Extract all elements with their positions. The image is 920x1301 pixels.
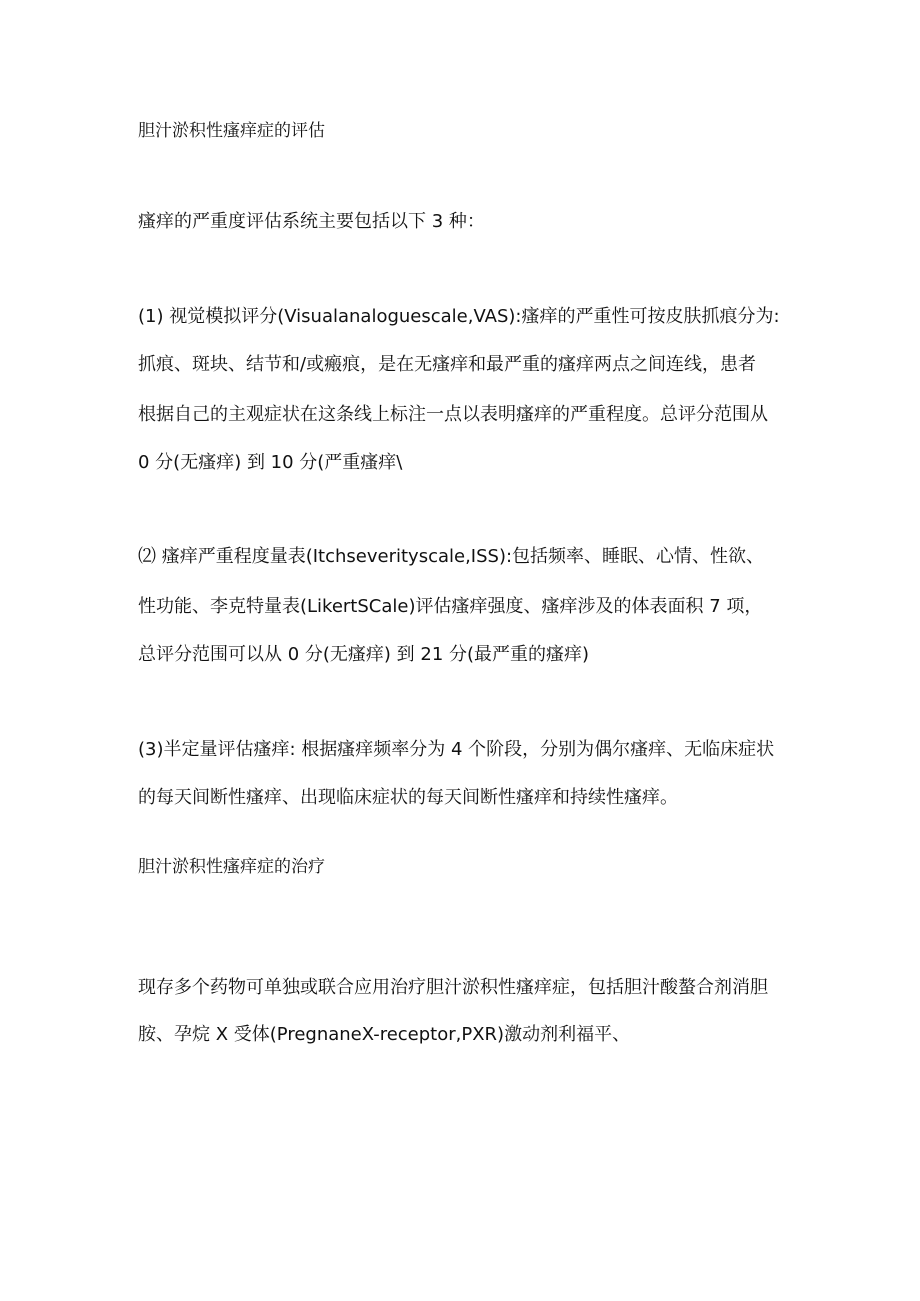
vas-line-2: 抓痕、斑块、结节和/或瘢痕，是在无瘙痒和最严重的瘙痒两点之间连线，患者 — [138, 354, 757, 375]
vas-line-1: (1) 视觉模拟评分(Visualanaloguescale,VAS):瘙痒的严重性可按皮肤抓痕分为: — [138, 306, 780, 327]
vas-line-3: 根据自己的主观症状在这条线上标注一点以表明瘙痒的严重程度。总评分范围从 — [138, 404, 768, 425]
treatment-line-1: 现存多个药物可单独或联合应用治疗胆汁淤积性瘙痒症，包括胆汁酸螯合剂消胆 — [138, 977, 768, 998]
iss-line-3: 总评分范围可以从 0 分(无瘙痒) 到 21 分(最严重的瘙痒) — [138, 644, 590, 665]
semi-line-2: 的每天间断性瘙痒、出现临床症状的每天间断性瘙痒和持续性瘙痒。 — [138, 787, 678, 808]
section-heading-treatment: 胆汁淤积性瘙痒症的治疗 — [138, 857, 325, 877]
section-heading-assessment: 胆汁淤积性瘙痒症的评估 — [138, 121, 325, 141]
semi-line-1: (3)半定量评估瘙痒: 根据瘙痒频率分为 4 个阶段，分别为偶尔瘙痒、无临床症状 — [138, 739, 775, 760]
iss-line-2: 性功能、李克特量表(LikertSCale)评估瘙痒强度、瘙痒涉及的体表面积 7 项， — [138, 596, 763, 617]
treatment-line-2: 胺、孕烷 X 受体(PregnaneX-receptor,PXR)激动剂利福平、 — [138, 1024, 631, 1045]
vas-line-4: 0 分(无瘙痒) 到 10 分(严重瘙痒\ — [138, 452, 403, 473]
intro-paragraph: 瘙痒的严重度评估系统主要包括以下 3 种： — [138, 211, 485, 232]
iss-line-1: ⑵ 瘙痒严重程度量表(Itchseverityscale,ISS):包括频率、睡眠、心情、性欲、 — [138, 546, 765, 567]
